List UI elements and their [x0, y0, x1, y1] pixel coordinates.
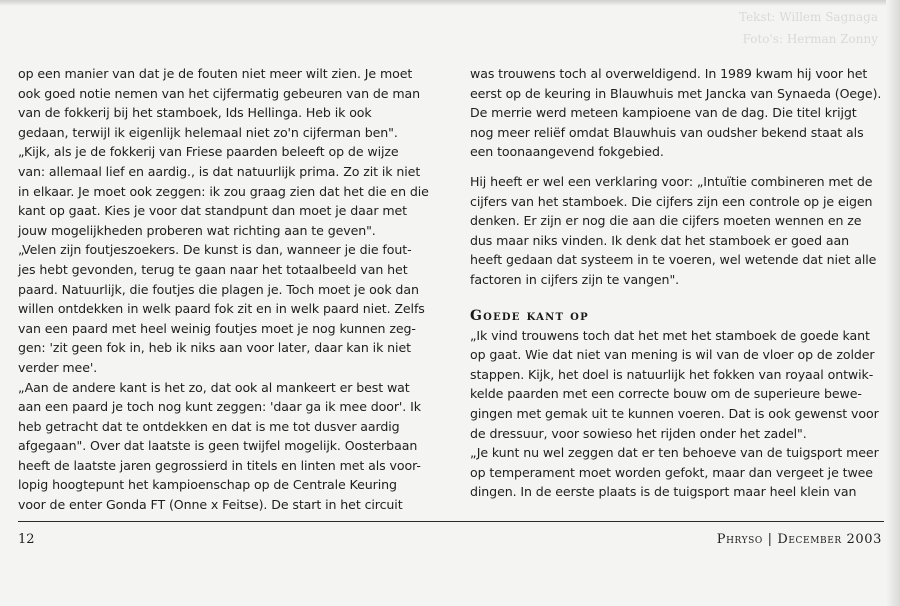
paragraph: op een manier van dat je de fouten niet meer wilt zien. Je moet ook goed notie nemen van het cijfermatig gebeuren van de man van de fokkerij bij het stamboek, Ids Hellinga. Heb ik ook gedaan, terwijl ik eigenlijk helemaal niet zo'n cijferman ben". — [18, 66, 421, 140]
paragraph: „Aan de andere kant is het zo, dat ook al mankeert er best wat aan een paard je toch nog kunt zeggen: 'daar ga ik mee door'. Ik heb getracht dat te ontdekken en dat is me tot dusver aardig afgegaan". Over dat laatste is geen twijfel mogelijk. Oosterbaan heeft de laatste jaren gegrossierd in titels en linten met als voor- lopig hoogtepunt het kampioenschap op de Centrale Keuring voor de enter Gonda FT (Onne x Feitse). De start in het circuit — [18, 379, 421, 513]
right-text-column — [470, 64, 885, 502]
left-text-column — [18, 64, 433, 515]
page-edge-shadow-right — [886, 0, 900, 606]
page-number: 12 — [18, 532, 35, 547]
paragraph: Hij heeft er wel een verklaring voor: „Intuïtie combineren met de cijfers van het stamboek. Die cijfers zijn een controle op je eigen denken. Er zijn er nog die aan die cijfers moeten wennen en ze dus maar niks vinden. Ik denk dat het stamboek er goed aan heeft gedaan dat systeem in te voeren, wel wetende dat niet alle factoren in cijfers zijn te vangen". — [470, 173, 877, 287]
paragraph: „Ik vind trouwens toch dat het met het stamboek de goede kant op gaat. Wie dat niet van mening is wil van de vloer op de zolder stappen. Kijk, het doel is natuurlijk het fokken van royaal ontwik- kelde paarden met een correcte bouw om de superieure bewe- gingen met gemak uit te kunnen voeren. Dat is ook gewenst voor de dressuur, voor sowieso het rijden onder het zadel". — [470, 327, 879, 441]
paragraph: was trouwens toch al overweldigend. In 1989 kwam hij voor het eerst op de keuring in Blauwhuis met Jancka van Synaeda (Oege). De merrie werd meteen kampioene van de dag. Die titel krijgt nog meer reliëf omdat Blauwhuis van oudsher bekend staat als een toonaangevend fokgebied. — [470, 66, 882, 160]
paragraph: „Velen zijn foutjeszoekers. De kunst is dan, wanneer je die fout- jes hebt gevonden, terug te gaan naar het totaalbeeld van het paard. Natuurlijk, die foutjes die plagen je. Toch moet je ook dan willen ontdekken in welk paard fok zit en in welk paard niet. Zelfs van een paard met heel weinig foutjes moet je nog kunnen zeg- gen: 'zit geen fok in, heb ik niks aan voor later, daar kan ik niet verder mee'. — [18, 242, 425, 375]
paragraph: „Kijk, als je de fokkerij van Friese paarden beleeft op de wijze van: allemaal lief en aardig., is dat natuurlijk prima. Zo zit ik niet in elkaar. Je moet ook zeggen: ik zou graag zien dat het die en die kant op gaat. Kies je voor dat standpunt dan moet je daar met jouw mogelijkheden proberen wat richting aan te geven". — [18, 144, 429, 238]
show-through-credits — [739, 6, 878, 50]
show-through-line: Foto's: Herman Zonny — [742, 32, 878, 46]
footer-rule — [18, 521, 884, 522]
paragraph: „Je kunt nu wel zeggen dat er ten behoeve van de tuigsport meer op temperament moet worden gefokt, maar dan vergeet je twee dingen. In de eerste plaats is de tuigsport maar heel klein van — [470, 445, 879, 500]
show-through-line: Tekst: Willem Sagnaga — [739, 10, 878, 24]
section-heading: Goede kant op — [470, 307, 589, 324]
publication-footer: Phryso | December 2003 — [716, 532, 882, 547]
